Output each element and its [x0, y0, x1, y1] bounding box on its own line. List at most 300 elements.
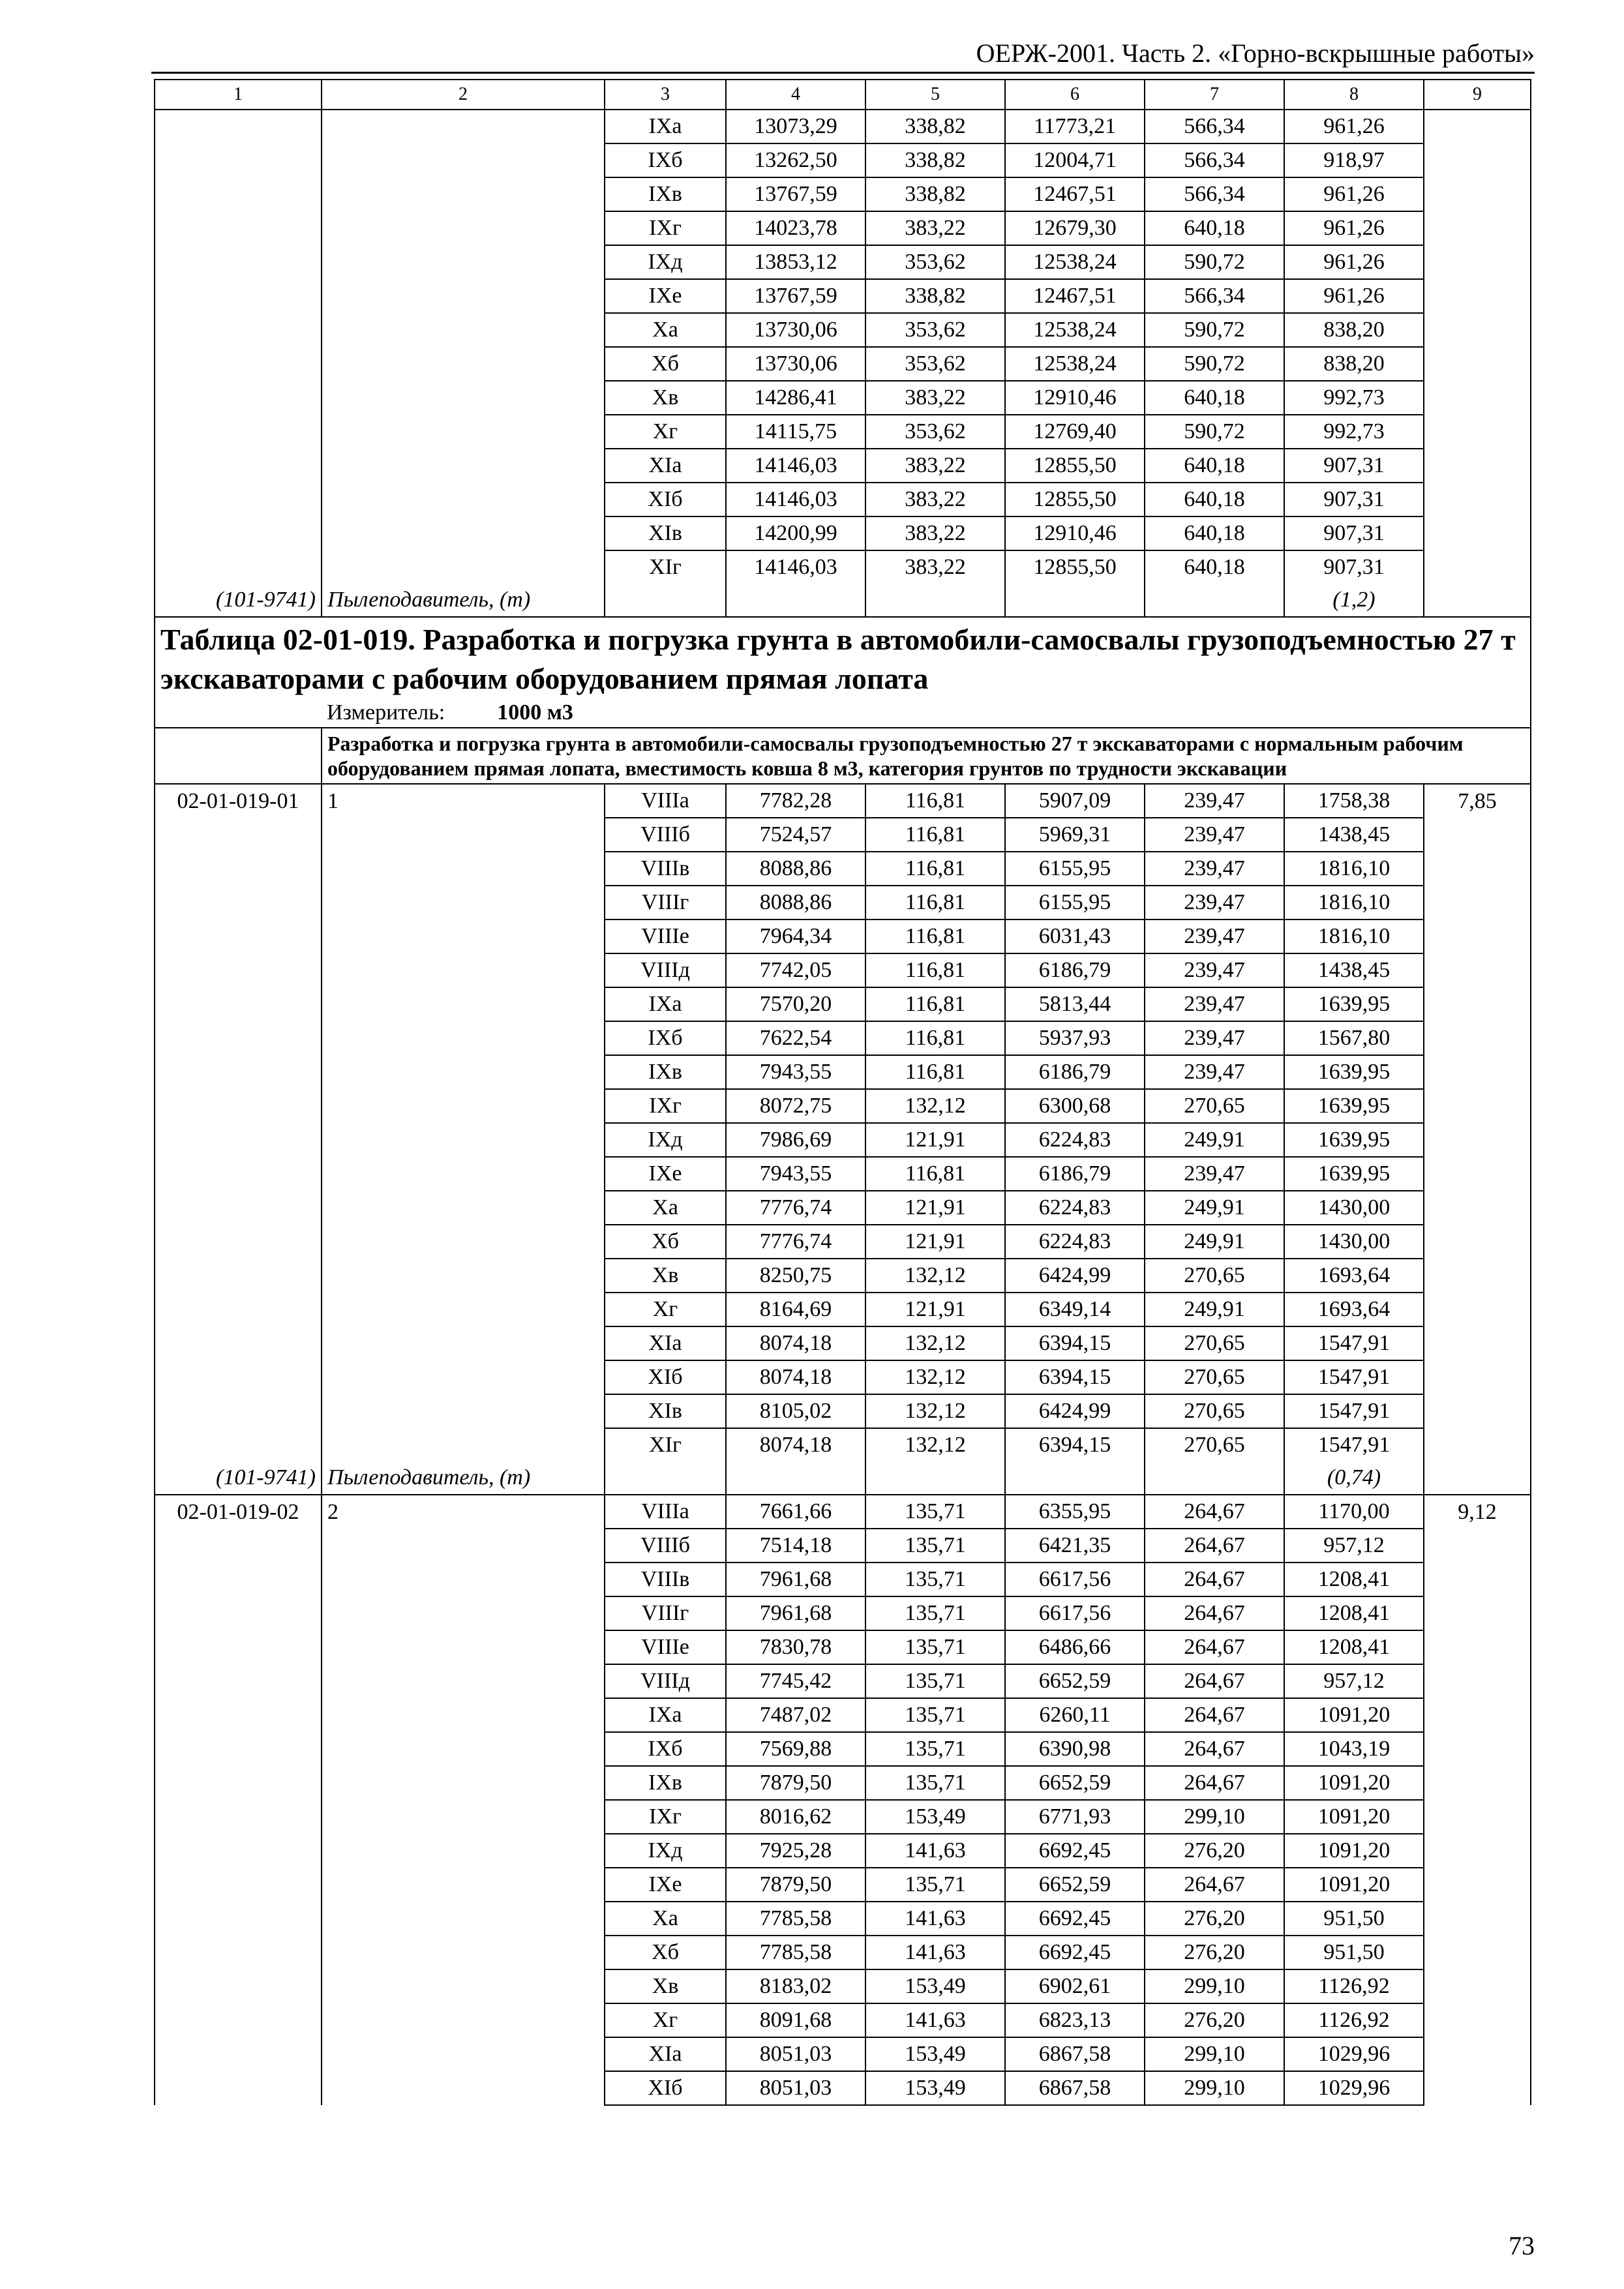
empty-cell	[322, 1800, 605, 1834]
table-row	[155, 2037, 1531, 2071]
table-title: Таблица 02-01-019. Разработка и погрузка грунта в автомобили-самосвалы грузоподъемностью 27 т экскаваторами с рабочим оборудованием прямая лопата	[160, 623, 1516, 695]
value-cell: 951,50	[1284, 1902, 1424, 1936]
value-cell: 6390,98	[1005, 1732, 1145, 1766]
value-cell: 12538,24	[1005, 313, 1145, 347]
value-cell: 1208,41	[1284, 1630, 1424, 1664]
table-row	[155, 1326, 1531, 1360]
table-row	[155, 516, 1531, 550]
table-row	[155, 1428, 1531, 1461]
value-cell: 6823,13	[1005, 2003, 1145, 2037]
value-cell: 8074,18	[726, 1326, 865, 1360]
empty-cell	[155, 2037, 322, 2071]
value-cell: 7785,58	[726, 1936, 865, 1969]
empty-cell	[1424, 110, 1531, 143]
value-cell: 5937,93	[1005, 1021, 1145, 1055]
material-name: Пылеподавитель, (т)	[322, 1461, 605, 1495]
value-cell: 116,81	[865, 987, 1005, 1021]
soil-category: Xг	[605, 2003, 726, 2037]
soil-category: IXд	[605, 1123, 726, 1157]
value-cell: 264,67	[1145, 1495, 1284, 1529]
value-cell: 1547,91	[1284, 1360, 1424, 1394]
empty-cell	[322, 1664, 605, 1698]
value-cell: 7776,74	[726, 1191, 865, 1225]
value-cell: 239,47	[1145, 953, 1284, 987]
table-row	[155, 784, 1531, 818]
value-cell: 270,65	[1145, 1259, 1284, 1293]
soil-category: IXд	[605, 245, 726, 279]
value-cell: 135,71	[865, 1664, 1005, 1698]
subtitle-cell	[322, 728, 1531, 784]
value-cell: 116,81	[865, 852, 1005, 886]
value-cell: 1430,00	[1284, 1191, 1424, 1225]
column-number: 8	[1284, 80, 1424, 110]
value-cell: 7879,50	[726, 1868, 865, 1902]
value-cell: 1639,95	[1284, 1055, 1424, 1089]
empty-cell	[155, 1225, 322, 1259]
value-cell: 6692,45	[1005, 1834, 1145, 1868]
soil-category: Xв	[605, 1259, 726, 1293]
empty-cell	[322, 1969, 605, 2003]
empty-cell	[1424, 920, 1531, 953]
empty-cell	[1424, 1596, 1531, 1630]
empty-cell	[155, 1428, 322, 1461]
soil-category: XIв	[605, 516, 726, 550]
empty-cell	[155, 920, 322, 953]
value-cell: 6867,58	[1005, 2071, 1145, 2105]
value-cell: 6355,95	[1005, 1495, 1145, 1529]
value-cell: 7943,55	[726, 1157, 865, 1191]
column-number: 9	[1424, 80, 1531, 110]
value-cell: 640,18	[1145, 550, 1284, 584]
value-cell: 7879,50	[726, 1766, 865, 1800]
value-cell: 135,71	[865, 1698, 1005, 1732]
value-cell: 132,12	[865, 1428, 1005, 1461]
value-cell: 299,10	[1145, 1800, 1284, 1834]
soil-category: Xа	[605, 1191, 726, 1225]
empty-cell	[1424, 1732, 1531, 1766]
soil-category: Xб	[605, 347, 726, 381]
empty-cell	[322, 1596, 605, 1630]
empty-cell	[322, 1021, 605, 1055]
soil-category: XIа	[605, 2037, 726, 2071]
soil-category: XIв	[605, 1394, 726, 1428]
value-cell: 383,22	[865, 449, 1005, 483]
empty-cell	[1424, 483, 1531, 516]
empty-cell	[155, 728, 322, 784]
value-cell: 1639,95	[1284, 1089, 1424, 1123]
value-cell: 14200,99	[726, 516, 865, 550]
value-cell: 640,18	[1145, 381, 1284, 415]
value-cell: 590,72	[1145, 245, 1284, 279]
value-cell: 132,12	[865, 1326, 1005, 1360]
table-row	[155, 1766, 1531, 1800]
value-cell: 640,18	[1145, 483, 1284, 516]
value-cell: 8074,18	[726, 1428, 865, 1461]
value-cell: 6771,93	[1005, 1800, 1145, 1834]
empty-cell	[1424, 1834, 1531, 1868]
empty-cell	[1424, 211, 1531, 245]
value-cell: 1693,64	[1284, 1259, 1424, 1293]
value-cell: 338,82	[865, 110, 1005, 143]
value-cell: 13767,59	[726, 279, 865, 313]
value-cell: 1126,92	[1284, 1969, 1424, 2003]
table-row	[155, 1055, 1531, 1089]
value-cell: 353,62	[865, 347, 1005, 381]
value-cell: 7524,57	[726, 818, 865, 852]
empty-cell	[1424, 1698, 1531, 1732]
empty-cell	[322, 483, 605, 516]
empty-cell	[322, 1055, 605, 1089]
value-cell: 383,22	[865, 550, 1005, 584]
value-cell: 383,22	[865, 483, 1005, 516]
value-cell: 1816,10	[1284, 852, 1424, 886]
material-code: (101-9741)	[155, 584, 322, 617]
empty-cell	[322, 347, 605, 381]
value-cell: 7782,28	[726, 784, 865, 818]
table-row	[155, 886, 1531, 920]
empty-cell	[155, 1936, 322, 1969]
empty-cell	[155, 818, 322, 852]
empty-cell	[155, 1055, 322, 1089]
empty-cell	[322, 110, 605, 143]
empty-cell	[155, 886, 322, 920]
value-cell: 6394,15	[1005, 1326, 1145, 1360]
table-row	[155, 1394, 1531, 1428]
value-cell: 7661,66	[726, 1495, 865, 1529]
empty-cell	[155, 1630, 322, 1664]
value-cell: 7570,20	[726, 987, 865, 1021]
value-cell: 6394,15	[1005, 1428, 1145, 1461]
empty-cell	[155, 1902, 322, 1936]
value-cell: 14146,03	[726, 483, 865, 516]
empty-cell	[1424, 1225, 1531, 1259]
table-row	[155, 550, 1531, 584]
empty-cell	[1424, 1664, 1531, 1698]
empty-cell	[155, 279, 322, 313]
value-cell: 276,20	[1145, 2003, 1284, 2037]
value-cell: 239,47	[1145, 987, 1284, 1021]
value-cell: 116,81	[865, 920, 1005, 953]
value-cell: 353,62	[865, 415, 1005, 449]
empty-cell	[322, 415, 605, 449]
column-number: 4	[726, 80, 865, 110]
value-cell: 961,26	[1284, 245, 1424, 279]
soil-category: IXв	[605, 1055, 726, 1089]
value-cell: 13730,06	[726, 347, 865, 381]
empty-cell	[1424, 1868, 1531, 1902]
table-row	[155, 1800, 1531, 1834]
empty-cell	[322, 177, 605, 211]
empty-cell	[1424, 818, 1531, 852]
empty-cell	[155, 1157, 322, 1191]
value-cell: 239,47	[1145, 1157, 1284, 1191]
empty-cell	[1424, 1936, 1531, 1969]
table-row	[155, 313, 1531, 347]
value-cell: 13262,50	[726, 143, 865, 177]
value-cell: 12855,50	[1005, 483, 1145, 516]
empty-cell	[322, 381, 605, 415]
table-row	[155, 1293, 1531, 1326]
soil-category: IXб	[605, 1021, 726, 1055]
table-row	[155, 852, 1531, 886]
value-cell: 6224,83	[1005, 1225, 1145, 1259]
empty-cell	[155, 1394, 322, 1428]
soil-category: VIIIе	[605, 1630, 726, 1664]
value-cell: 132,12	[865, 1394, 1005, 1428]
column-number: 1	[155, 80, 322, 110]
value-cell: 338,82	[865, 279, 1005, 313]
value-cell: 121,91	[865, 1225, 1005, 1259]
value-cell: 13073,29	[726, 110, 865, 143]
value-cell: 5907,09	[1005, 784, 1145, 818]
empty-cell	[155, 953, 322, 987]
empty-cell	[155, 1529, 322, 1563]
value-cell: 116,81	[865, 1157, 1005, 1191]
value-cell: 7569,88	[726, 1732, 865, 1766]
empty-cell	[1424, 313, 1531, 347]
value-cell: 338,82	[865, 177, 1005, 211]
empty-cell	[322, 143, 605, 177]
value-cell: 12910,46	[1005, 516, 1145, 550]
empty-cell	[322, 1089, 605, 1123]
empty-cell	[155, 516, 322, 550]
value-cell: 8091,68	[726, 2003, 865, 2037]
column-number: 2	[322, 80, 605, 110]
value-cell: 264,67	[1145, 1664, 1284, 1698]
table-row	[155, 1936, 1531, 1969]
empty-cell	[1424, 1529, 1531, 1563]
table-row	[155, 279, 1531, 313]
table-row	[155, 1902, 1531, 1936]
value-cell: 7776,74	[726, 1225, 865, 1259]
value-cell: 153,49	[865, 1800, 1005, 1834]
value-cell: 992,73	[1284, 381, 1424, 415]
value-cell: 6186,79	[1005, 1157, 1145, 1191]
soil-category: Xб	[605, 1225, 726, 1259]
table-row	[155, 347, 1531, 381]
table-row	[155, 1969, 1531, 2003]
page-number: 73	[1509, 2231, 1535, 2260]
running-header: ОЕРЖ-2001. Часть 2. «Горно-вскрышные работы»	[976, 38, 1535, 68]
empty-cell	[322, 1834, 605, 1868]
empty-cell	[1424, 1360, 1531, 1394]
value-cell: 135,71	[865, 1868, 1005, 1902]
value-cell: 907,31	[1284, 449, 1424, 483]
table-row	[155, 1664, 1531, 1698]
value-cell: 6424,99	[1005, 1259, 1145, 1293]
empty-cell	[1424, 1461, 1531, 1495]
value-cell: 299,10	[1145, 2071, 1284, 2105]
empty-cell	[155, 1834, 322, 1868]
empty-cell	[322, 313, 605, 347]
value-cell: 7785,58	[726, 1902, 865, 1936]
empty-cell	[322, 1902, 605, 1936]
empty-cell	[322, 852, 605, 886]
soil-category: IXв	[605, 1766, 726, 1800]
soil-category: XIб	[605, 483, 726, 516]
table-row	[155, 1191, 1531, 1225]
empty-cell	[1424, 1293, 1531, 1326]
value-cell: 276,20	[1145, 1936, 1284, 1969]
value-cell: 1126,92	[1284, 2003, 1424, 2037]
value-cell: 276,20	[1145, 1834, 1284, 1868]
value-cell: 1639,95	[1284, 1157, 1424, 1191]
empty-cell	[322, 2003, 605, 2037]
value-cell: 1547,91	[1284, 1428, 1424, 1461]
value-cell: 239,47	[1145, 1021, 1284, 1055]
value-cell: 12679,30	[1005, 211, 1145, 245]
value-cell: 6617,56	[1005, 1596, 1145, 1630]
value-cell: 6186,79	[1005, 1055, 1145, 1089]
value-cell: 270,65	[1145, 1394, 1284, 1428]
table-row	[155, 920, 1531, 953]
rates-table	[154, 79, 1531, 2106]
value-cell: 141,63	[865, 1834, 1005, 1868]
table-row	[155, 1834, 1531, 1868]
table-row	[155, 245, 1531, 279]
value-cell: 11773,21	[1005, 110, 1145, 143]
value-cell: 239,47	[1145, 1055, 1284, 1089]
empty-cell	[605, 1461, 726, 1495]
empty-cell	[1424, 886, 1531, 920]
empty-cell	[155, 1326, 322, 1360]
empty-cell	[605, 584, 726, 617]
value-cell: 121,91	[865, 1293, 1005, 1326]
soil-category: IXе	[605, 279, 726, 313]
value-cell: 7487,02	[726, 1698, 865, 1732]
value-cell: 264,67	[1145, 1529, 1284, 1563]
soil-category: Xв	[605, 381, 726, 415]
value-cell: 6867,58	[1005, 2037, 1145, 2071]
empty-cell	[155, 1698, 322, 1732]
empty-cell	[155, 1596, 322, 1630]
empty-cell	[155, 347, 322, 381]
value-cell: 1758,38	[1284, 784, 1424, 818]
soil-category: XIб	[605, 2071, 726, 2105]
value-cell: 6349,14	[1005, 1293, 1145, 1326]
value-cell: 7742,05	[726, 953, 865, 987]
table-subtitle: Разработка и погрузка грунта в автомобили-самосвалы грузоподъемностью 27 т экскаваторами с нормальным рабочим оборудованием прямая лопата, вместимость ковша 8 м3, категория грунтов по трудности экскавации	[327, 732, 1464, 780]
table-row	[155, 1495, 1531, 1529]
empty-cell	[1424, 1021, 1531, 1055]
value-cell: 116,81	[865, 1055, 1005, 1089]
value-cell: 12769,40	[1005, 415, 1145, 449]
value-cell: 353,62	[865, 313, 1005, 347]
empty-cell	[1424, 1394, 1531, 1428]
empty-cell	[155, 1123, 322, 1157]
table-row	[155, 987, 1531, 1021]
value-cell: 1567,80	[1284, 1021, 1424, 1055]
empty-cell	[155, 143, 322, 177]
value-cell: 135,71	[865, 1732, 1005, 1766]
unit-label: Измеритель:	[327, 700, 445, 725]
table-row	[155, 1732, 1531, 1766]
empty-cell	[155, 483, 322, 516]
column-number: 3	[605, 80, 726, 110]
empty-cell	[1424, 1055, 1531, 1089]
value-cell: 12467,51	[1005, 279, 1145, 313]
empty-cell	[322, 1157, 605, 1191]
value-cell: 907,31	[1284, 483, 1424, 516]
value-cell: 566,34	[1145, 110, 1284, 143]
value-cell: 1816,10	[1284, 886, 1424, 920]
value-cell: 1091,20	[1284, 1800, 1424, 1834]
empty-cell	[726, 584, 865, 617]
value-cell: 13767,59	[726, 177, 865, 211]
empty-cell	[865, 1461, 1005, 1495]
empty-cell	[155, 1191, 322, 1225]
value-cell: 299,10	[1145, 2037, 1284, 2071]
column-number-row	[155, 80, 1531, 110]
empty-cell	[155, 313, 322, 347]
soil-category: IXа	[605, 987, 726, 1021]
empty-cell	[1424, 550, 1531, 584]
empty-cell	[322, 449, 605, 483]
soil-category: VIIIв	[605, 1563, 726, 1596]
value-cell: 132,12	[865, 1259, 1005, 1293]
value-cell: 1438,45	[1284, 953, 1424, 987]
value-cell: 135,71	[865, 1563, 1005, 1596]
soil-category: IXг	[605, 211, 726, 245]
empty-cell	[322, 516, 605, 550]
empty-cell	[1424, 1800, 1531, 1834]
column-number: 5	[865, 80, 1005, 110]
table-title-cell	[155, 617, 1531, 728]
value-cell: 14115,75	[726, 415, 865, 449]
empty-cell	[1424, 953, 1531, 987]
empty-cell	[322, 1630, 605, 1664]
empty-cell	[1424, 279, 1531, 313]
value-cell: 276,20	[1145, 1902, 1284, 1936]
empty-cell	[322, 1766, 605, 1800]
value-cell: 116,81	[865, 886, 1005, 920]
value-cell: 6652,59	[1005, 1766, 1145, 1800]
empty-cell	[1424, 2037, 1531, 2071]
empty-cell	[1424, 1428, 1531, 1461]
value-cell: 299,10	[1145, 1969, 1284, 2003]
empty-cell	[155, 1293, 322, 1326]
value-cell: 135,71	[865, 1630, 1005, 1664]
value-cell: 7943,55	[726, 1055, 865, 1089]
value-cell: 383,22	[865, 381, 1005, 415]
empty-cell	[1424, 1123, 1531, 1157]
value-cell: 1170,00	[1284, 1495, 1424, 1529]
empty-cell	[1424, 1902, 1531, 1936]
value-cell: 590,72	[1145, 313, 1284, 347]
soil-category: IXб	[605, 1732, 726, 1766]
value-cell: 8105,02	[726, 1394, 865, 1428]
empty-cell	[1424, 1157, 1531, 1191]
value-cell: 6260,11	[1005, 1698, 1145, 1732]
value-cell: 12004,71	[1005, 143, 1145, 177]
empty-cell	[726, 1461, 865, 1495]
table-row	[155, 1157, 1531, 1191]
value-cell: 6394,15	[1005, 1360, 1145, 1394]
soil-category: IXа	[605, 110, 726, 143]
value-cell: 141,63	[865, 2003, 1005, 2037]
soil-category: XIг	[605, 1428, 726, 1461]
value-cell: 7925,28	[726, 1834, 865, 1868]
material-row	[155, 584, 1531, 617]
empty-cell	[155, 1800, 322, 1834]
table-row	[155, 1563, 1531, 1596]
empty-cell	[322, 1563, 605, 1596]
value-cell: 8088,86	[726, 852, 865, 886]
empty-cell	[155, 110, 322, 143]
value-cell: 6617,56	[1005, 1563, 1145, 1596]
value-cell: 153,49	[865, 2071, 1005, 2105]
empty-cell	[155, 381, 322, 415]
